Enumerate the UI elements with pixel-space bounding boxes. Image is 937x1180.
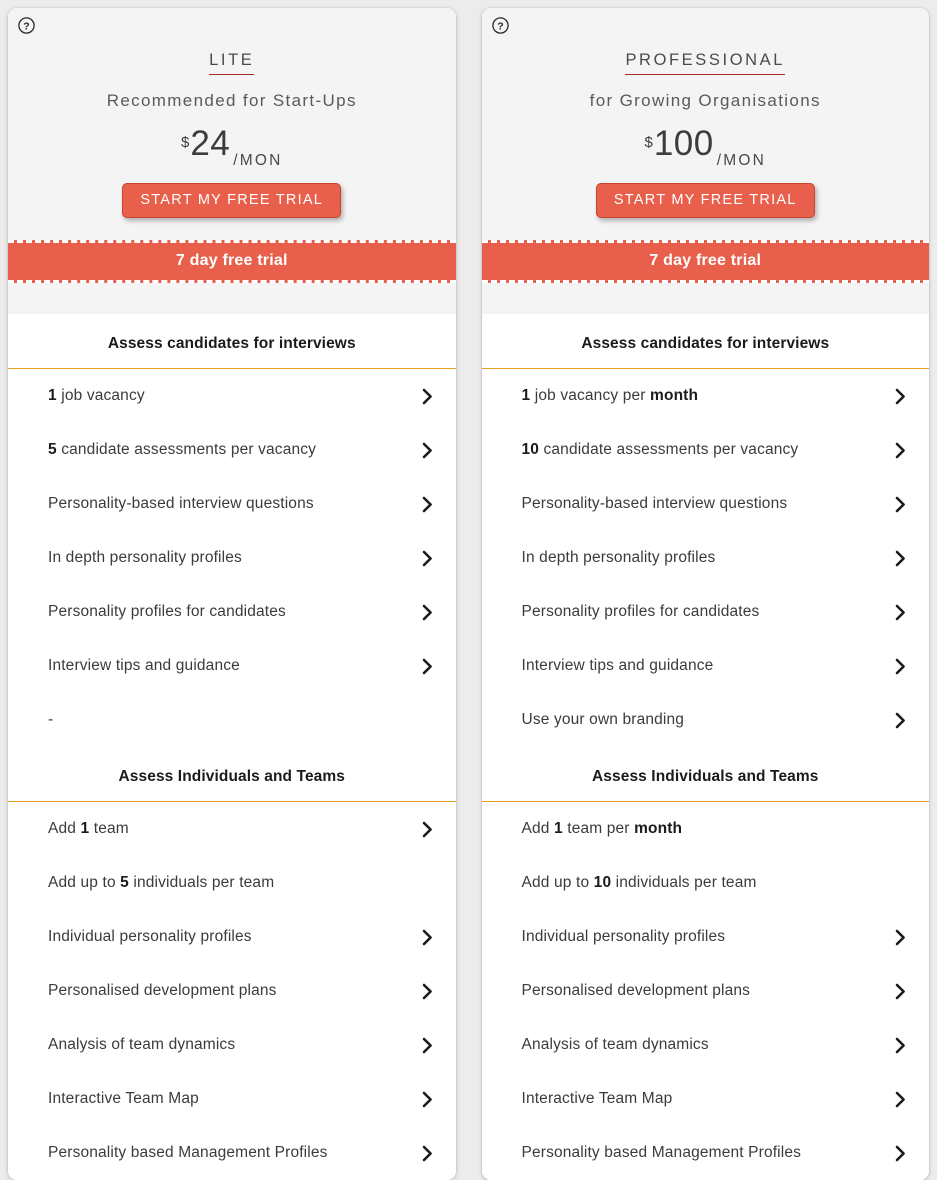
feature-row[interactable] bbox=[8, 585, 456, 639]
chevron-right-icon[interactable] bbox=[894, 657, 907, 675]
plan-name-text: LITE bbox=[209, 52, 254, 75]
chevron-right-icon[interactable] bbox=[894, 387, 907, 405]
feature-row[interactable] bbox=[482, 369, 930, 423]
feature-row[interactable] bbox=[8, 423, 456, 477]
feature-label: Personality-based interview questions bbox=[521, 494, 788, 512]
help-circle-icon[interactable] bbox=[491, 16, 510, 35]
svg-text:?: ? bbox=[23, 20, 30, 33]
feature-row[interactable] bbox=[8, 910, 456, 964]
price-amount: 100 bbox=[653, 124, 714, 164]
plan-name bbox=[482, 20, 930, 75]
chevron-right-icon[interactable] bbox=[894, 1144, 907, 1162]
feature-label: Use your own branding bbox=[521, 710, 685, 728]
chevron-right-icon[interactable] bbox=[421, 387, 434, 405]
feature-label: Add up to 5 individuals per team bbox=[48, 873, 275, 891]
feature-label: Add 1 team per month bbox=[521, 819, 683, 837]
chevron-right-icon[interactable] bbox=[421, 657, 434, 675]
plan-tagline: for Growing Organisations bbox=[589, 90, 821, 110]
feature-label: Analysis of team dynamics bbox=[48, 1035, 236, 1053]
feature-row bbox=[8, 693, 456, 747]
feature-row[interactable] bbox=[8, 531, 456, 585]
feature-row[interactable] bbox=[482, 1018, 930, 1072]
feature-list bbox=[482, 369, 930, 747]
help-circle-icon[interactable] bbox=[17, 16, 36, 35]
feature-label: Individual personality profiles bbox=[521, 927, 726, 945]
start-free-trial-button[interactable]: START MY FREE TRIAL bbox=[122, 183, 341, 218]
feature-label: Add up to 10 individuals per team bbox=[521, 873, 757, 891]
chevron-right-icon[interactable] bbox=[421, 820, 434, 838]
feature-label: Add 1 team bbox=[48, 819, 129, 837]
feature-label: Personality-based interview questions bbox=[48, 494, 314, 512]
feature-label: Interview tips and guidance bbox=[521, 656, 714, 674]
section-title: Assess candidates for interviews bbox=[482, 314, 930, 369]
chevron-right-icon[interactable] bbox=[894, 603, 907, 621]
feature-label: Interview tips and guidance bbox=[48, 656, 240, 674]
feature-list bbox=[482, 802, 930, 1180]
feature-label: Personalised development plans bbox=[521, 981, 751, 999]
feature-row bbox=[8, 856, 456, 910]
pricing-card-professional bbox=[482, 8, 930, 1180]
chevron-right-icon[interactable] bbox=[421, 982, 434, 1000]
feature-label: In depth personality profiles bbox=[521, 548, 716, 566]
feature-label: 5 candidate assessments per vacancy bbox=[48, 440, 317, 458]
chevron-right-icon[interactable] bbox=[894, 549, 907, 567]
feature-label: - bbox=[48, 710, 54, 728]
plan-price bbox=[482, 124, 930, 169]
feature-list bbox=[8, 802, 456, 1180]
chevron-right-icon[interactable] bbox=[421, 603, 434, 621]
price-currency: $ bbox=[180, 134, 190, 152]
feature-label: Individual personality profiles bbox=[48, 927, 252, 945]
section-title: Assess Individuals and Teams bbox=[482, 747, 930, 802]
feature-label: Personality profiles for candidates bbox=[521, 602, 760, 620]
feature-label: In depth personality profiles bbox=[48, 548, 242, 566]
chevron-right-icon[interactable] bbox=[894, 982, 907, 1000]
header-footer-strip bbox=[8, 283, 456, 296]
free-trial-ribbon: 7 day free trial bbox=[482, 240, 930, 283]
chevron-right-icon[interactable] bbox=[894, 928, 907, 946]
feature-row[interactable] bbox=[8, 369, 456, 423]
feature-label: 10 candidate assessments per vacancy bbox=[521, 440, 799, 458]
feature-row[interactable] bbox=[8, 477, 456, 531]
feature-label: Personalised development plans bbox=[48, 981, 277, 999]
section-title: Assess Individuals and Teams bbox=[8, 747, 456, 802]
card-header bbox=[482, 8, 930, 314]
chevron-right-icon[interactable] bbox=[421, 928, 434, 946]
section-title: Assess candidates for interviews bbox=[8, 314, 456, 369]
feature-list bbox=[8, 369, 456, 747]
chevron-right-icon[interactable] bbox=[421, 1144, 434, 1162]
price-currency: $ bbox=[644, 134, 653, 152]
chevron-right-icon[interactable] bbox=[421, 1090, 434, 1108]
svg-text:?: ? bbox=[496, 20, 504, 33]
feature-row bbox=[482, 802, 930, 856]
chevron-right-icon[interactable] bbox=[421, 441, 434, 459]
feature-row[interactable] bbox=[8, 1018, 456, 1072]
feature-row[interactable] bbox=[8, 639, 456, 693]
feature-row[interactable] bbox=[482, 693, 930, 747]
feature-label: Personality based Management Profiles bbox=[521, 1143, 802, 1161]
feature-row[interactable] bbox=[482, 423, 930, 477]
chevron-right-icon[interactable] bbox=[894, 441, 907, 459]
card-header bbox=[8, 8, 456, 314]
price-period: /MON bbox=[233, 151, 283, 169]
price-period: /MON bbox=[716, 151, 767, 169]
chevron-right-icon[interactable] bbox=[894, 711, 907, 729]
feature-row[interactable] bbox=[482, 910, 930, 964]
feature-row bbox=[482, 856, 930, 910]
feature-row[interactable] bbox=[482, 639, 930, 693]
feature-row[interactable] bbox=[482, 531, 930, 585]
header-footer-strip bbox=[482, 283, 930, 296]
feature-label: 1 job vacancy per month bbox=[521, 386, 699, 404]
chevron-right-icon[interactable] bbox=[894, 1090, 907, 1108]
chevron-right-icon[interactable] bbox=[894, 495, 907, 513]
feature-label: Personality based Management Profiles bbox=[48, 1143, 328, 1161]
plan-name-text: PROFESSIONAL bbox=[625, 52, 785, 75]
chevron-right-icon[interactable] bbox=[421, 549, 434, 567]
feature-label: 1 job vacancy bbox=[48, 386, 145, 404]
feature-row[interactable] bbox=[8, 802, 456, 856]
chevron-right-icon[interactable] bbox=[894, 1036, 907, 1054]
feature-row[interactable] bbox=[482, 964, 930, 1018]
price-amount: 24 bbox=[190, 124, 231, 164]
free-trial-ribbon: 7 day free trial bbox=[8, 240, 456, 283]
feature-label: Interactive Team Map bbox=[521, 1089, 673, 1107]
plan-name bbox=[8, 20, 456, 75]
feature-row[interactable] bbox=[482, 585, 930, 639]
start-free-trial-button[interactable]: START MY FREE TRIAL bbox=[596, 183, 815, 218]
pricing-card-lite bbox=[8, 8, 456, 1180]
chevron-right-icon[interactable] bbox=[421, 495, 434, 513]
feature-label: Personality profiles for candidates bbox=[48, 602, 286, 620]
feature-row[interactable] bbox=[482, 477, 930, 531]
plan-price bbox=[8, 124, 456, 169]
feature-label: Interactive Team Map bbox=[48, 1089, 199, 1107]
feature-row[interactable] bbox=[8, 964, 456, 1018]
feature-row[interactable] bbox=[482, 1072, 930, 1126]
chevron-right-icon[interactable] bbox=[421, 1036, 434, 1054]
plan-tagline: Recommended for Start-Ups bbox=[106, 90, 357, 110]
feature-row[interactable] bbox=[8, 1072, 456, 1126]
feature-label: Analysis of team dynamics bbox=[521, 1035, 709, 1053]
